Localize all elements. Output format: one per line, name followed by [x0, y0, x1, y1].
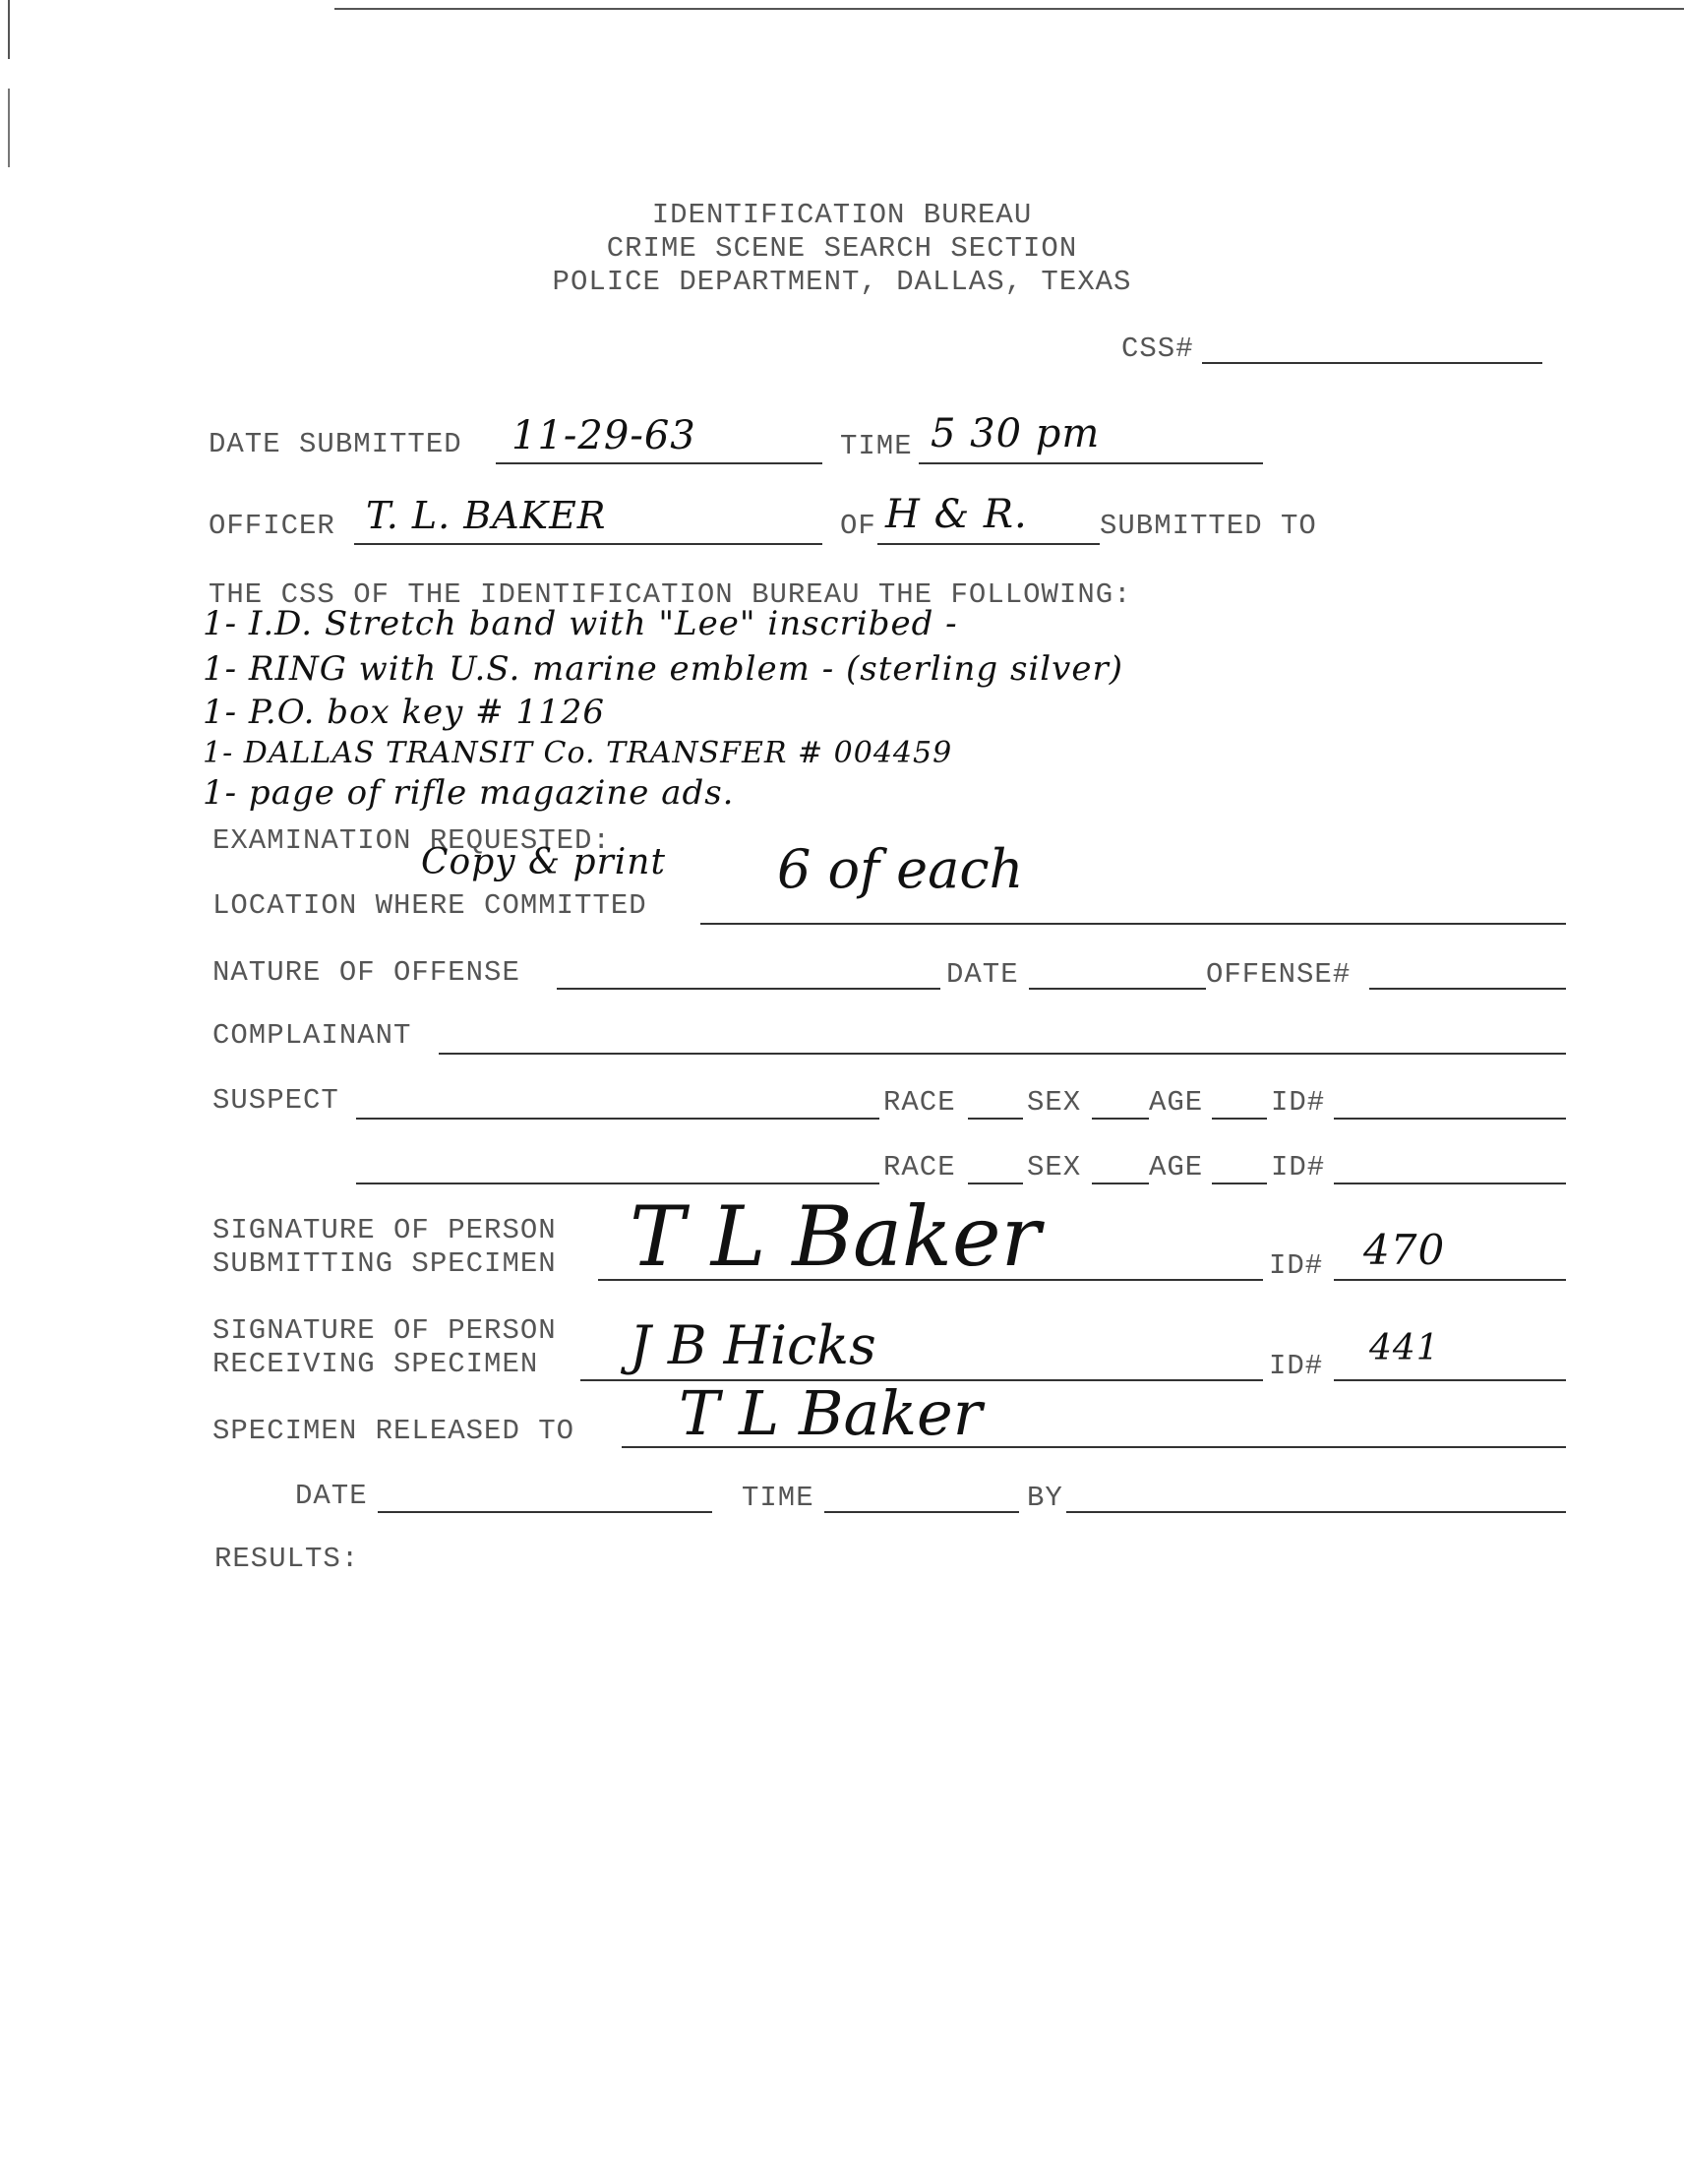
suspect2-id-field[interactable] — [1334, 1183, 1566, 1184]
release-date-field[interactable] — [378, 1511, 712, 1513]
suspect2-age-field[interactable] — [1212, 1183, 1267, 1184]
suspect-id-label: ID# — [1271, 1086, 1326, 1119]
header-line-1: IDENTIFICATION BUREAU — [651, 199, 1033, 231]
suspect-sex-label: SEX — [1027, 1086, 1082, 1119]
suspect2-field[interactable] — [356, 1183, 879, 1184]
suspect-race-field[interactable] — [968, 1118, 1023, 1120]
suspect-age-label: AGE — [1149, 1086, 1204, 1119]
offense-number-label: OFFENSE# — [1206, 958, 1352, 991]
submitting-id-field[interactable] — [1334, 1279, 1566, 1281]
offense-date-label: DATE — [946, 958, 1019, 991]
item-2: 1- RING with U.S. marine emblem - (sterling silver) — [203, 649, 1123, 689]
intro-line: THE CSS OF THE IDENTIFICATION BUREAU THE FOLLOWING: — [209, 578, 1132, 611]
examination-value: Copy & print — [421, 842, 666, 882]
css-number-field[interactable] — [1202, 362, 1542, 364]
officer-label: OFFICER — [209, 510, 335, 542]
examination-label: EXAMINATION REQUESTED: — [212, 824, 611, 857]
of-field[interactable] — [877, 543, 1100, 545]
submitting-id-label: ID# — [1269, 1249, 1324, 1282]
submitted-to-label: SUBMITTED TO — [1100, 510, 1317, 542]
release-by-field[interactable] — [1066, 1511, 1566, 1513]
location-label: LOCATION WHERE COMMITTED — [212, 889, 647, 922]
suspect-race-label: RACE — [883, 1086, 956, 1119]
page-edge-left-lower — [8, 89, 10, 167]
item-1: 1- I.D. Stretch band with "Lee" inscribed - — [203, 604, 958, 643]
date-submitted-label: DATE SUBMITTED — [209, 428, 462, 460]
nature-of-offense-label: NATURE OF OFFENSE — [212, 956, 520, 989]
results-label: RESULTS: — [214, 1543, 360, 1575]
suspect2-age-label: AGE — [1149, 1151, 1204, 1183]
suspect-field[interactable] — [356, 1118, 879, 1120]
item-5: 1- page of rifle magazine ads. — [203, 773, 735, 813]
nature-of-offense-field[interactable] — [557, 988, 940, 990]
receiving-id-field[interactable] — [1334, 1379, 1566, 1381]
location-field[interactable] — [700, 923, 1566, 925]
release-time-field[interactable] — [824, 1511, 1019, 1513]
offense-date-field[interactable] — [1029, 988, 1206, 990]
suspect2-sex-label: SEX — [1027, 1151, 1082, 1183]
suspect-sex-field[interactable] — [1092, 1118, 1149, 1120]
release-time-label: TIME — [742, 1482, 814, 1514]
submitting-id-value: 470 — [1363, 1226, 1446, 1274]
submitting-label-2: SUBMITTING SPECIMEN — [212, 1247, 557, 1280]
header-line-2: CRIME SCENE SEARCH SECTION — [606, 232, 1078, 265]
page-edge-left — [8, 0, 10, 59]
submitting-signature: T L Baker — [630, 1188, 1041, 1285]
offense-number-field[interactable] — [1369, 988, 1566, 990]
date-submitted-value: 11-29-63 — [511, 413, 696, 458]
suspect2-sex-field[interactable] — [1092, 1183, 1149, 1184]
receiving-id-value: 441 — [1369, 1328, 1440, 1368]
time-label: TIME — [840, 430, 913, 462]
suspect2-id-label: ID# — [1271, 1151, 1326, 1183]
receiving-signature: J B Hicks — [630, 1314, 876, 1376]
item-3: 1- P.O. box key # 1126 — [203, 693, 605, 732]
released-to-signature: T L Baker — [679, 1377, 983, 1449]
submitting-label-1: SIGNATURE OF PERSON — [212, 1214, 557, 1246]
officer-field[interactable] — [354, 543, 822, 545]
page-edge-top — [334, 8, 1684, 10]
of-value: H & R. — [885, 492, 1028, 537]
complainant-label: COMPLAINANT — [212, 1019, 412, 1052]
of-label: OF — [840, 510, 876, 542]
receiving-id-label: ID# — [1269, 1350, 1324, 1382]
item-4: 1- DALLAS TRANSIT Co. TRANSFER # 004459 — [203, 736, 953, 770]
date-submitted-field[interactable] — [496, 462, 822, 464]
suspect-label: SUSPECT — [212, 1084, 339, 1117]
release-by-label: BY — [1027, 1482, 1063, 1514]
suspect-age-field[interactable] — [1212, 1118, 1267, 1120]
time-field[interactable] — [919, 462, 1263, 464]
release-date-label: DATE — [295, 1480, 368, 1512]
receiving-label-1: SIGNATURE OF PERSON — [212, 1314, 557, 1347]
officer-value: T. L. BAKER — [366, 494, 607, 537]
examination-value-quantity: 6 of each — [777, 838, 1024, 900]
suspect-id-field[interactable] — [1334, 1118, 1566, 1120]
receiving-label-2: RECEIVING SPECIMEN — [212, 1348, 539, 1380]
suspect2-race-label: RACE — [883, 1151, 956, 1183]
suspect2-race-field[interactable] — [968, 1183, 1023, 1184]
css-number-label: CSS# — [1121, 333, 1194, 365]
time-value: 5 30 pm — [931, 411, 1101, 456]
complainant-field[interactable] — [439, 1053, 1566, 1055]
header-line-3: POLICE DEPARTMENT, DALLAS, TEXAS — [552, 266, 1132, 298]
released-to-label: SPECIMEN RELEASED TO — [212, 1415, 575, 1447]
